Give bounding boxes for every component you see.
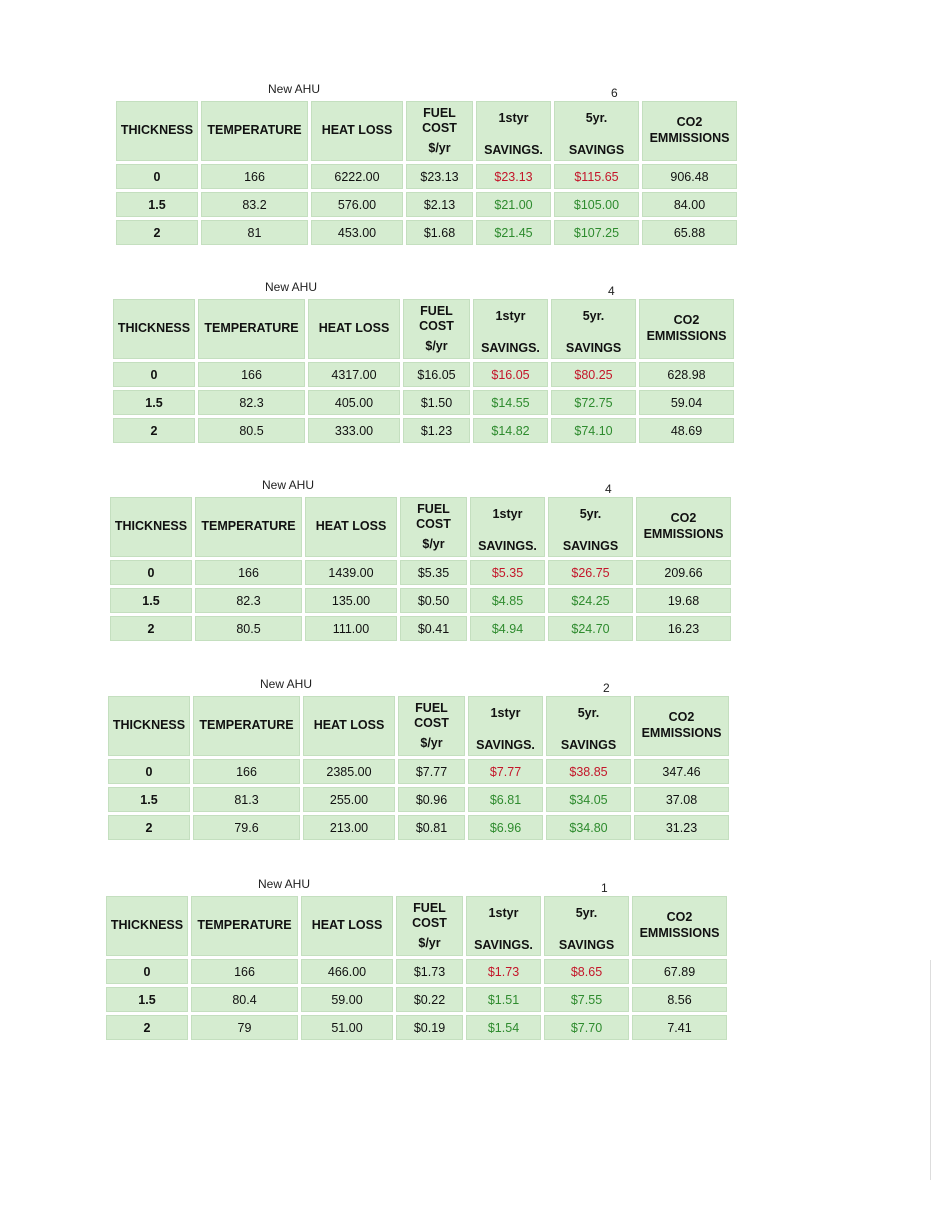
header-co2-line1: CO2 (666, 910, 693, 925)
header-five-yr-line1: 5yr. (582, 309, 605, 323)
cell-fuel-cost: $1.50 (403, 390, 470, 415)
table-row (108, 759, 729, 784)
header-fuel-cost-line3: $/yr (420, 735, 443, 750)
ahu-table-block (110, 478, 745, 644)
header-temperature: TEMPERATURE (193, 696, 300, 756)
header-five-yr-line1: 5yr. (585, 111, 608, 125)
cell-co2: 31.23 (634, 815, 729, 840)
header-first-yr-line2: SAVINGS. (484, 143, 543, 158)
header-first-yr-line1: 1styr (495, 309, 526, 323)
cell-fuel-cost: $0.22 (396, 987, 463, 1012)
cell-thickness: 1.5 (116, 192, 198, 217)
cell-five-yr-savings: $26.75 (548, 560, 633, 585)
cell-first-yr-savings: $14.82 (473, 418, 548, 443)
header-thickness: THICKNESS (108, 696, 190, 756)
table-label: New AHU (260, 677, 313, 691)
cell-temperature: 81.3 (193, 787, 300, 812)
table-row (108, 787, 729, 812)
cell-thickness: 1.5 (106, 987, 188, 1012)
cell-heat-loss: 453.00 (311, 220, 403, 245)
cell-temperature: 166 (201, 164, 308, 189)
cell-temperature: 166 (198, 362, 305, 387)
header-co2-line1: CO2 (670, 511, 697, 526)
cell-first-yr-savings: $7.77 (468, 759, 543, 784)
cell-first-yr-savings: $21.45 (476, 220, 551, 245)
cell-heat-loss: 135.00 (305, 588, 397, 613)
cell-co2: 84.00 (642, 192, 737, 217)
cell-thickness: 2 (116, 220, 198, 245)
cell-five-yr-savings: $80.25 (551, 362, 636, 387)
cell-temperature: 80.5 (195, 616, 302, 641)
table-count: 1 (601, 881, 608, 895)
header-first-yr-savings (473, 299, 548, 359)
header-five-yr-savings (544, 896, 629, 956)
cell-temperature: 166 (193, 759, 300, 784)
table-label: New AHU (268, 82, 321, 96)
header-five-yr-savings (546, 696, 631, 756)
cell-five-yr-savings: $7.70 (544, 1015, 629, 1040)
header-co2-emissions (636, 497, 731, 557)
table-label: New AHU (262, 478, 315, 492)
header-heat-loss: HEAT LOSS (305, 497, 397, 557)
table-row (106, 987, 727, 1012)
savings-table (113, 98, 740, 248)
savings-table (110, 296, 737, 446)
cell-heat-loss: 51.00 (301, 1015, 393, 1040)
table-count: 6 (611, 86, 618, 100)
table-label: New AHU (265, 280, 318, 294)
table-caption (106, 877, 741, 893)
header-five-yr-savings (548, 497, 633, 557)
table-caption (108, 677, 743, 693)
table-count: 4 (605, 482, 612, 496)
header-five-yr-savings (551, 299, 636, 359)
table-label: New AHU (258, 877, 311, 891)
cell-co2: 16.23 (636, 616, 731, 641)
header-fuel-cost-line3: $/yr (428, 140, 451, 155)
header-five-yr-line2: SAVINGS (558, 938, 615, 953)
cell-fuel-cost: $0.19 (396, 1015, 463, 1040)
cell-co2: 209.66 (636, 560, 731, 585)
cell-five-yr-savings: $34.80 (546, 815, 631, 840)
cell-five-yr-savings: $34.05 (546, 787, 631, 812)
header-co2-line2: EMMISSIONS (641, 726, 722, 740)
header-thickness: THICKNESS (113, 299, 195, 359)
header-co2-line2: EMMISSIONS (649, 131, 730, 145)
cell-thickness: 0 (110, 560, 192, 585)
header-heat-loss: HEAT LOSS (303, 696, 395, 756)
cell-fuel-cost: $0.81 (398, 815, 465, 840)
cell-thickness: 2 (108, 815, 190, 840)
header-fuel-cost (398, 696, 465, 756)
cell-co2: 67.89 (632, 959, 727, 984)
cell-five-yr-savings: $105.00 (554, 192, 639, 217)
table-count: 2 (603, 681, 610, 695)
header-co2-emissions (639, 299, 734, 359)
cell-co2: 7.41 (632, 1015, 727, 1040)
header-fuel-cost-line1: FUEL (423, 105, 456, 120)
header-fuel-cost (396, 896, 463, 956)
header-five-yr-line2: SAVINGS (560, 738, 617, 753)
cell-heat-loss: 466.00 (301, 959, 393, 984)
header-first-yr-savings (468, 696, 543, 756)
header-fuel-cost-line2: COST (422, 121, 457, 136)
header-first-yr-savings (476, 101, 551, 161)
cell-five-yr-savings: $72.75 (551, 390, 636, 415)
header-heat-loss: HEAT LOSS (308, 299, 400, 359)
header-five-yr-line1: 5yr. (575, 906, 598, 920)
cell-five-yr-savings: $24.70 (548, 616, 633, 641)
header-heat-loss: HEAT LOSS (301, 896, 393, 956)
cell-temperature: 166 (191, 959, 298, 984)
header-co2-emissions (642, 101, 737, 161)
ahu-table-block (113, 280, 748, 446)
cell-temperature: 166 (195, 560, 302, 585)
table-row (110, 616, 731, 641)
cell-fuel-cost: $2.13 (406, 192, 473, 217)
header-row (108, 696, 729, 756)
cell-thickness: 2 (110, 616, 192, 641)
cell-heat-loss: 405.00 (308, 390, 400, 415)
table-row (110, 560, 731, 585)
header-row (116, 101, 737, 161)
cell-heat-loss: 6222.00 (311, 164, 403, 189)
header-row (106, 896, 727, 956)
header-temperature: TEMPERATURE (201, 101, 308, 161)
table-row (116, 192, 737, 217)
table-caption (116, 82, 751, 98)
cell-five-yr-savings: $24.25 (548, 588, 633, 613)
cell-co2: 59.04 (639, 390, 734, 415)
header-co2-emissions (634, 696, 729, 756)
header-first-yr-savings (470, 497, 545, 557)
header-first-yr-savings (466, 896, 541, 956)
header-first-yr-line1: 1styr (490, 706, 521, 720)
header-fuel-cost-line1: FUEL (413, 900, 446, 915)
table-row (113, 390, 734, 415)
cell-fuel-cost: $1.68 (406, 220, 473, 245)
table-row (113, 418, 734, 443)
cell-fuel-cost: $7.77 (398, 759, 465, 784)
scan-edge (930, 960, 931, 1180)
cell-heat-loss: 576.00 (311, 192, 403, 217)
cell-five-yr-savings: $8.65 (544, 959, 629, 984)
cell-first-yr-savings: $1.54 (466, 1015, 541, 1040)
header-co2-line1: CO2 (673, 313, 700, 328)
cell-heat-loss: 59.00 (301, 987, 393, 1012)
cell-heat-loss: 213.00 (303, 815, 395, 840)
cell-fuel-cost: $0.50 (400, 588, 467, 613)
cell-co2: 65.88 (642, 220, 737, 245)
header-heat-loss: HEAT LOSS (311, 101, 403, 161)
cell-co2: 347.46 (634, 759, 729, 784)
cell-thickness: 2 (106, 1015, 188, 1040)
cell-co2: 8.56 (632, 987, 727, 1012)
cell-first-yr-savings: $1.51 (466, 987, 541, 1012)
cell-first-yr-savings: $14.55 (473, 390, 548, 415)
header-co2-line2: EMMISSIONS (643, 527, 724, 541)
cell-first-yr-savings: $16.05 (473, 362, 548, 387)
cell-temperature: 79 (191, 1015, 298, 1040)
table-row (106, 959, 727, 984)
savings-table (103, 893, 730, 1043)
cell-co2: 37.08 (634, 787, 729, 812)
cell-heat-loss: 255.00 (303, 787, 395, 812)
header-five-yr-savings (554, 101, 639, 161)
header-five-yr-line2: SAVINGS (562, 539, 619, 554)
cell-first-yr-savings: $4.85 (470, 588, 545, 613)
cell-co2: 19.68 (636, 588, 731, 613)
cell-fuel-cost: $0.41 (400, 616, 467, 641)
cell-heat-loss: 2385.00 (303, 759, 395, 784)
table-row (110, 588, 731, 613)
header-row (110, 497, 731, 557)
cell-temperature: 80.5 (198, 418, 305, 443)
header-fuel-cost (406, 101, 473, 161)
cell-five-yr-savings: $107.25 (554, 220, 639, 245)
cell-heat-loss: 333.00 (308, 418, 400, 443)
ahu-table-block (106, 877, 741, 1043)
cell-thickness: 0 (113, 362, 195, 387)
header-first-yr-line1: 1styr (492, 507, 523, 521)
cell-five-yr-savings: $115.65 (554, 164, 639, 189)
table-count: 4 (608, 284, 615, 298)
cell-co2: 906.48 (642, 164, 737, 189)
cell-heat-loss: 1439.00 (305, 560, 397, 585)
header-five-yr-line2: SAVINGS (568, 143, 625, 158)
header-first-yr-line1: 1styr (498, 111, 529, 125)
header-thickness: THICKNESS (106, 896, 188, 956)
cell-thickness: 1.5 (108, 787, 190, 812)
cell-fuel-cost: $16.05 (403, 362, 470, 387)
header-temperature: TEMPERATURE (198, 299, 305, 359)
cell-thickness: 0 (108, 759, 190, 784)
cell-fuel-cost: $5.35 (400, 560, 467, 585)
cell-first-yr-savings: $23.13 (476, 164, 551, 189)
cell-temperature: 79.6 (193, 815, 300, 840)
cell-fuel-cost: $0.96 (398, 787, 465, 812)
cell-temperature: 82.3 (195, 588, 302, 613)
header-co2-line2: EMMISSIONS (639, 926, 720, 940)
cell-temperature: 81 (201, 220, 308, 245)
cell-first-yr-savings: $1.73 (466, 959, 541, 984)
header-fuel-cost-line2: COST (419, 319, 454, 334)
cell-first-yr-savings: $6.81 (468, 787, 543, 812)
cell-temperature: 82.3 (198, 390, 305, 415)
ahu-table-block (116, 82, 751, 248)
table-row (108, 815, 729, 840)
ahu-table-block (108, 677, 743, 843)
header-fuel-cost-line1: FUEL (417, 501, 450, 516)
cell-temperature: 83.2 (201, 192, 308, 217)
table-row (116, 164, 737, 189)
cell-thickness: 1.5 (113, 390, 195, 415)
cell-temperature: 80.4 (191, 987, 298, 1012)
header-fuel-cost-line2: COST (414, 716, 449, 731)
header-row (113, 299, 734, 359)
cell-thickness: 0 (106, 959, 188, 984)
header-fuel-cost (403, 299, 470, 359)
cell-first-yr-savings: $5.35 (470, 560, 545, 585)
header-fuel-cost-line1: FUEL (420, 303, 453, 318)
header-first-yr-line1: 1styr (488, 906, 519, 920)
header-first-yr-line2: SAVINGS. (481, 341, 540, 356)
cell-thickness: 2 (113, 418, 195, 443)
header-fuel-cost-line3: $/yr (425, 338, 448, 353)
header-fuel-cost-line1: FUEL (415, 700, 448, 715)
header-five-yr-line1: 5yr. (577, 706, 600, 720)
cell-fuel-cost: $1.23 (403, 418, 470, 443)
cell-thickness: 0 (116, 164, 198, 189)
header-co2-line2: EMMISSIONS (646, 329, 727, 343)
header-thickness: THICKNESS (110, 497, 192, 557)
cell-heat-loss: 111.00 (305, 616, 397, 641)
header-co2-emissions (632, 896, 727, 956)
header-fuel-cost-line3: $/yr (418, 935, 441, 950)
table-row (116, 220, 737, 245)
savings-table (105, 693, 732, 843)
header-fuel-cost-line2: COST (416, 517, 451, 532)
header-fuel-cost-line2: COST (412, 916, 447, 931)
table-caption (113, 280, 748, 296)
header-fuel-cost-line3: $/yr (422, 536, 445, 551)
header-first-yr-line2: SAVINGS. (474, 938, 533, 953)
cell-first-yr-savings: $21.00 (476, 192, 551, 217)
table-caption (110, 478, 745, 494)
header-thickness: THICKNESS (116, 101, 198, 161)
cell-co2: 628.98 (639, 362, 734, 387)
cell-co2: 48.69 (639, 418, 734, 443)
cell-fuel-cost: $23.13 (406, 164, 473, 189)
header-first-yr-line2: SAVINGS. (476, 738, 535, 753)
header-five-yr-line2: SAVINGS (565, 341, 622, 356)
header-co2-line1: CO2 (676, 115, 703, 130)
savings-table (107, 494, 734, 644)
cell-thickness: 1.5 (110, 588, 192, 613)
cell-five-yr-savings: $7.55 (544, 987, 629, 1012)
table-row (106, 1015, 727, 1040)
cell-first-yr-savings: $6.96 (468, 815, 543, 840)
cell-fuel-cost: $1.73 (396, 959, 463, 984)
table-row (113, 362, 734, 387)
cell-heat-loss: 4317.00 (308, 362, 400, 387)
header-fuel-cost (400, 497, 467, 557)
header-five-yr-line1: 5yr. (579, 507, 602, 521)
cell-first-yr-savings: $4.94 (470, 616, 545, 641)
cell-five-yr-savings: $38.85 (546, 759, 631, 784)
header-co2-line1: CO2 (668, 710, 695, 725)
cell-five-yr-savings: $74.10 (551, 418, 636, 443)
header-temperature: TEMPERATURE (195, 497, 302, 557)
header-first-yr-line2: SAVINGS. (478, 539, 537, 554)
header-temperature: TEMPERATURE (191, 896, 298, 956)
